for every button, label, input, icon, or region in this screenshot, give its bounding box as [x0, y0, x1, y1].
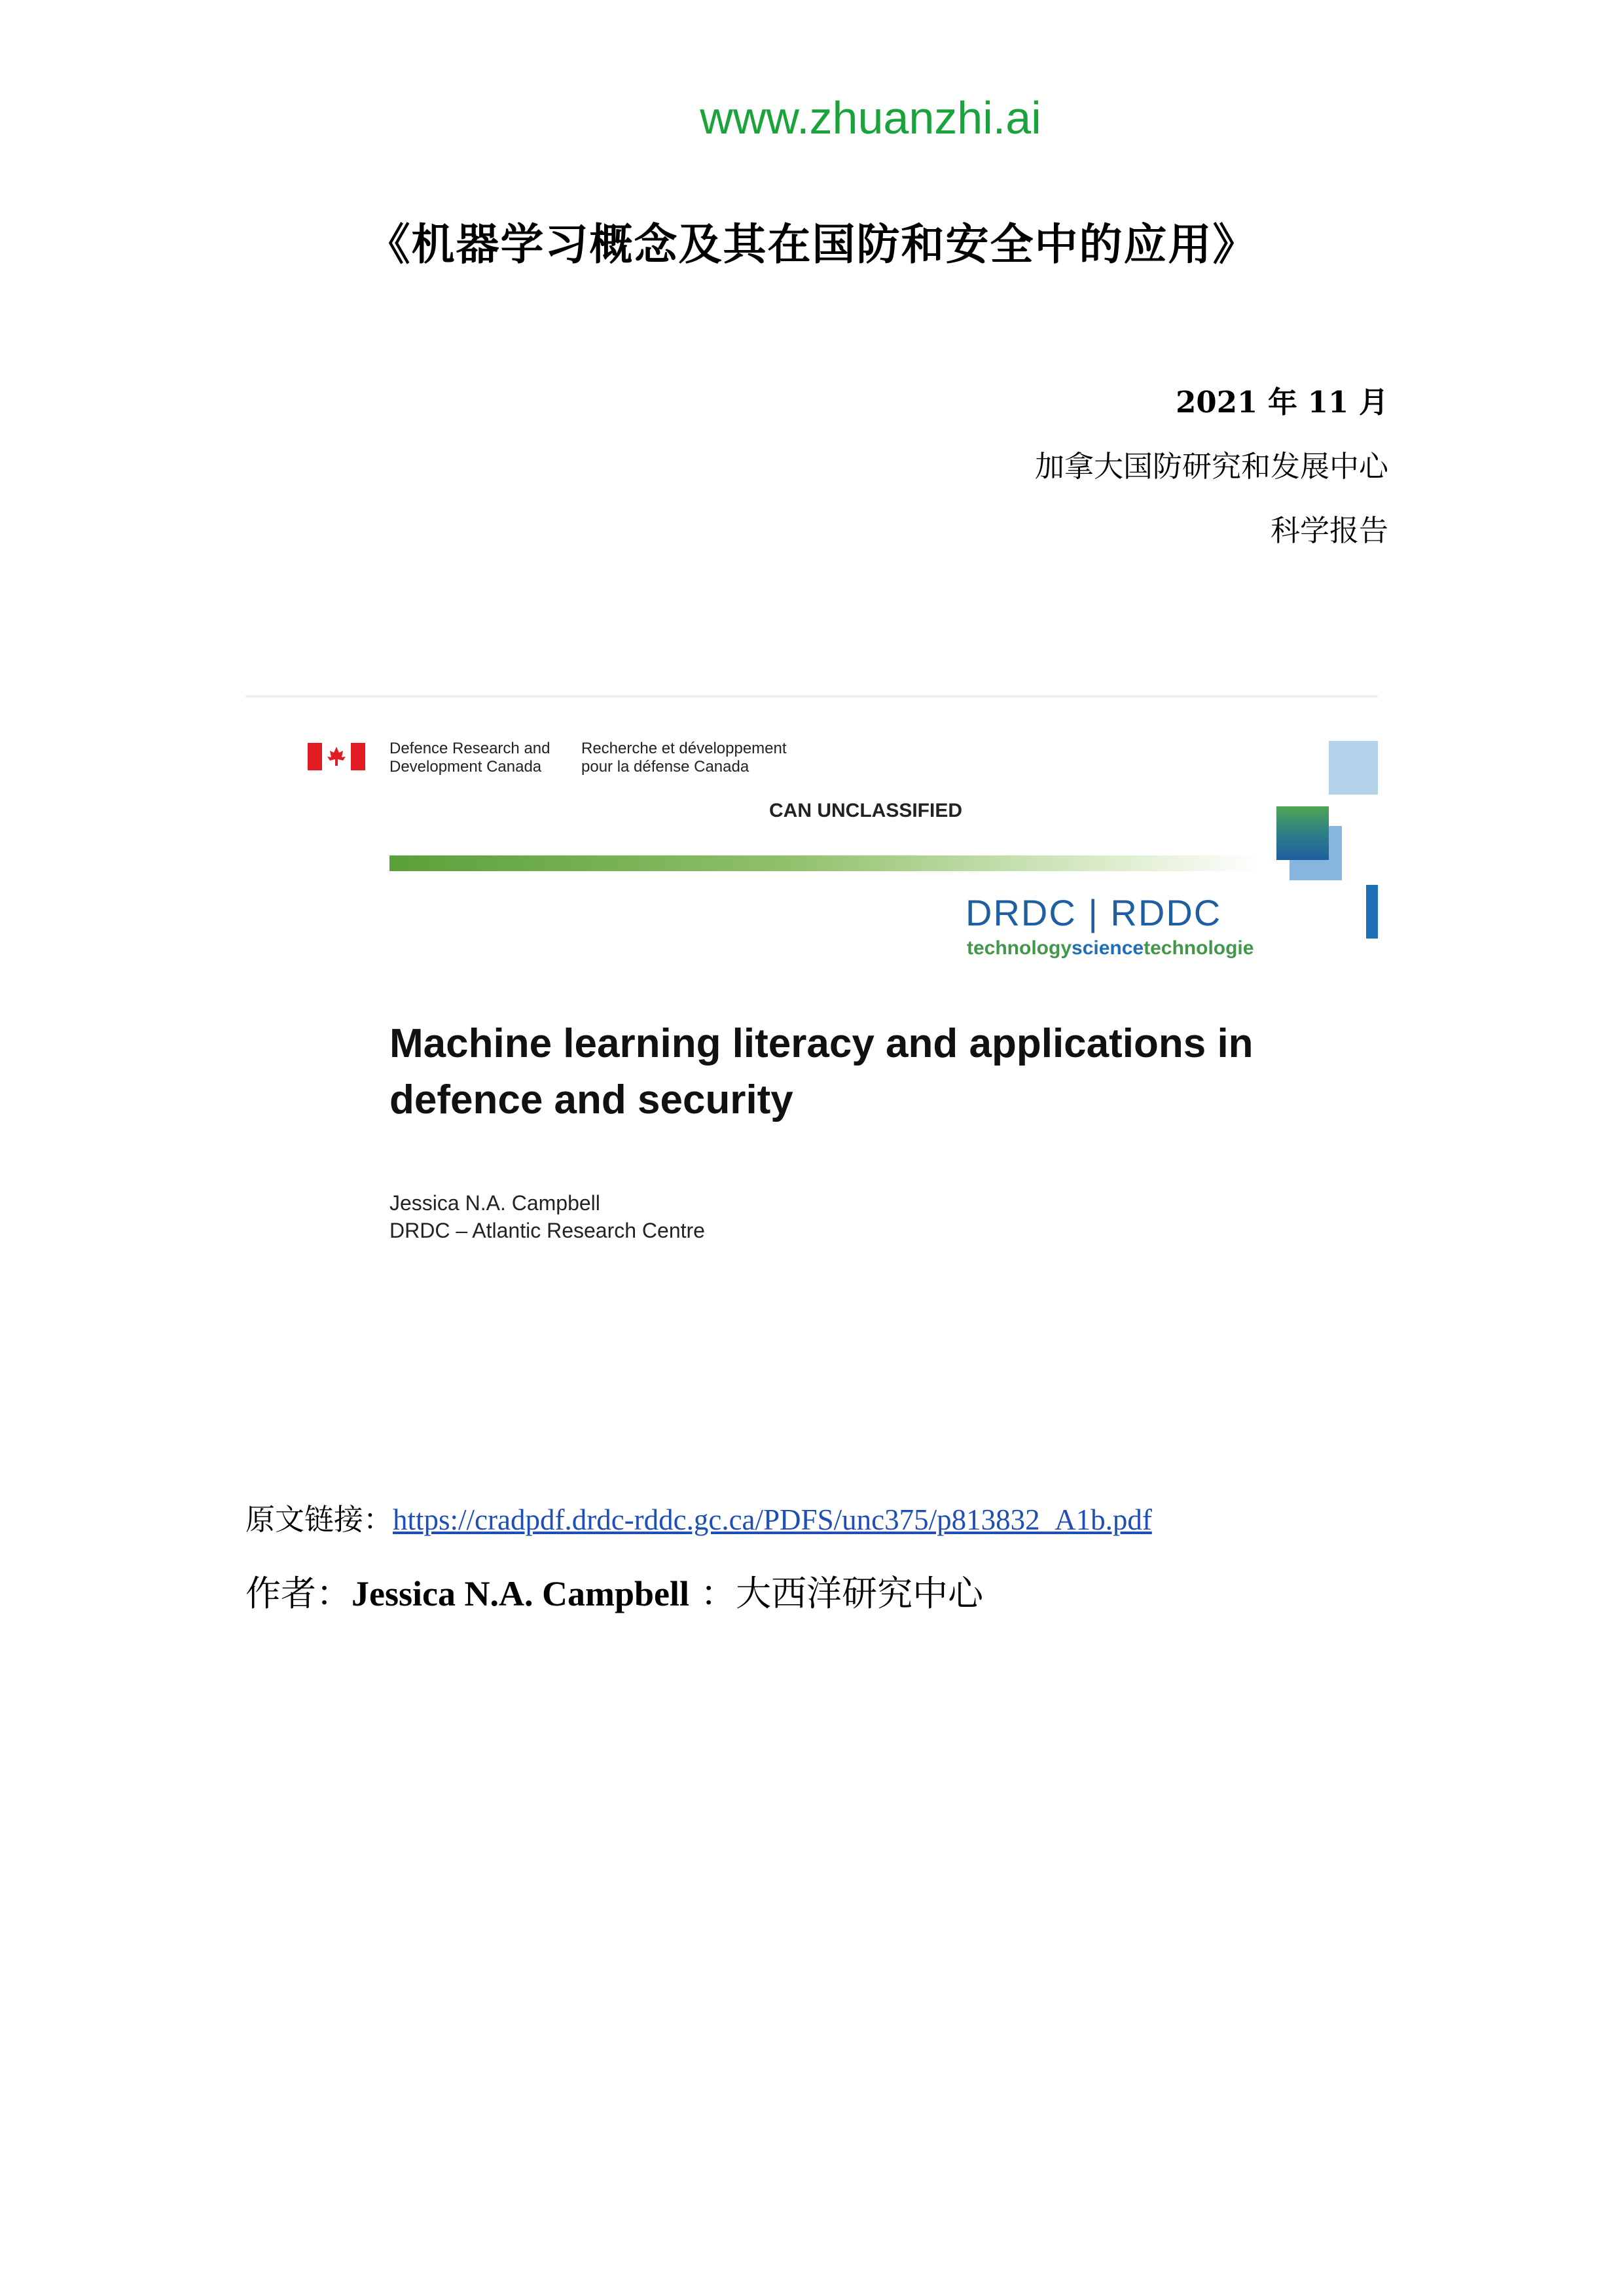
classification-label: CAN UNCLASSIFIED	[769, 800, 963, 821]
author-label: 作者：	[245, 1573, 352, 1614]
report-organization: 加拿大国防研究和发展中心	[1034, 449, 1388, 484]
source-label: 原文链接：	[245, 1502, 393, 1537]
site-link[interactable]: www.zhuanzhi.ai	[700, 92, 1041, 143]
author-affiliation: 大西洋研究中心	[736, 1573, 984, 1614]
logo-tagline	[967, 937, 1254, 960]
decor-square	[1276, 806, 1329, 860]
decor-square	[1329, 741, 1378, 795]
page-title: 《机器学习概念及其在国防和安全中的应用》	[367, 219, 1257, 270]
author-line	[245, 1566, 983, 1616]
cover-author: Jessica N.A. Campbell	[389, 1191, 600, 1215]
green-gradient-bar	[389, 855, 1260, 871]
cover-research-centre: DRDC – Atlantic Research Centre	[389, 1219, 705, 1242]
cover-divider	[245, 695, 1378, 698]
report-type: 科学报告	[1270, 513, 1388, 548]
org-name-english: Defence Research and Development Canada	[389, 740, 550, 776]
org-name-french: Recherche et développement pour la défense Canada	[581, 740, 787, 776]
source-url-link[interactable]: https://cradpdf.drdc-rddc.gc.ca/PDFS/unc375/p813832_A1b.pdf	[393, 1503, 1152, 1536]
tagline-science: science	[1072, 937, 1144, 959]
drdc-logo: DRDC | RDDC	[965, 892, 1222, 933]
tagline-technology: technology	[967, 937, 1072, 959]
cover-image	[245, 695, 1378, 1271]
tagline-technologie: technologie	[1144, 937, 1254, 959]
author-separator: ：	[689, 1573, 736, 1614]
report-title: Machine learning literacy and applications in defence and security	[389, 1021, 1254, 1122]
author-name: Jessica N.A. Campbell	[352, 1574, 689, 1613]
decor-square	[1366, 885, 1378, 939]
source-line	[245, 1496, 1152, 1538]
report-date: 2021 年 11 月	[1176, 385, 1388, 420]
canada-flag-icon	[308, 743, 365, 770]
